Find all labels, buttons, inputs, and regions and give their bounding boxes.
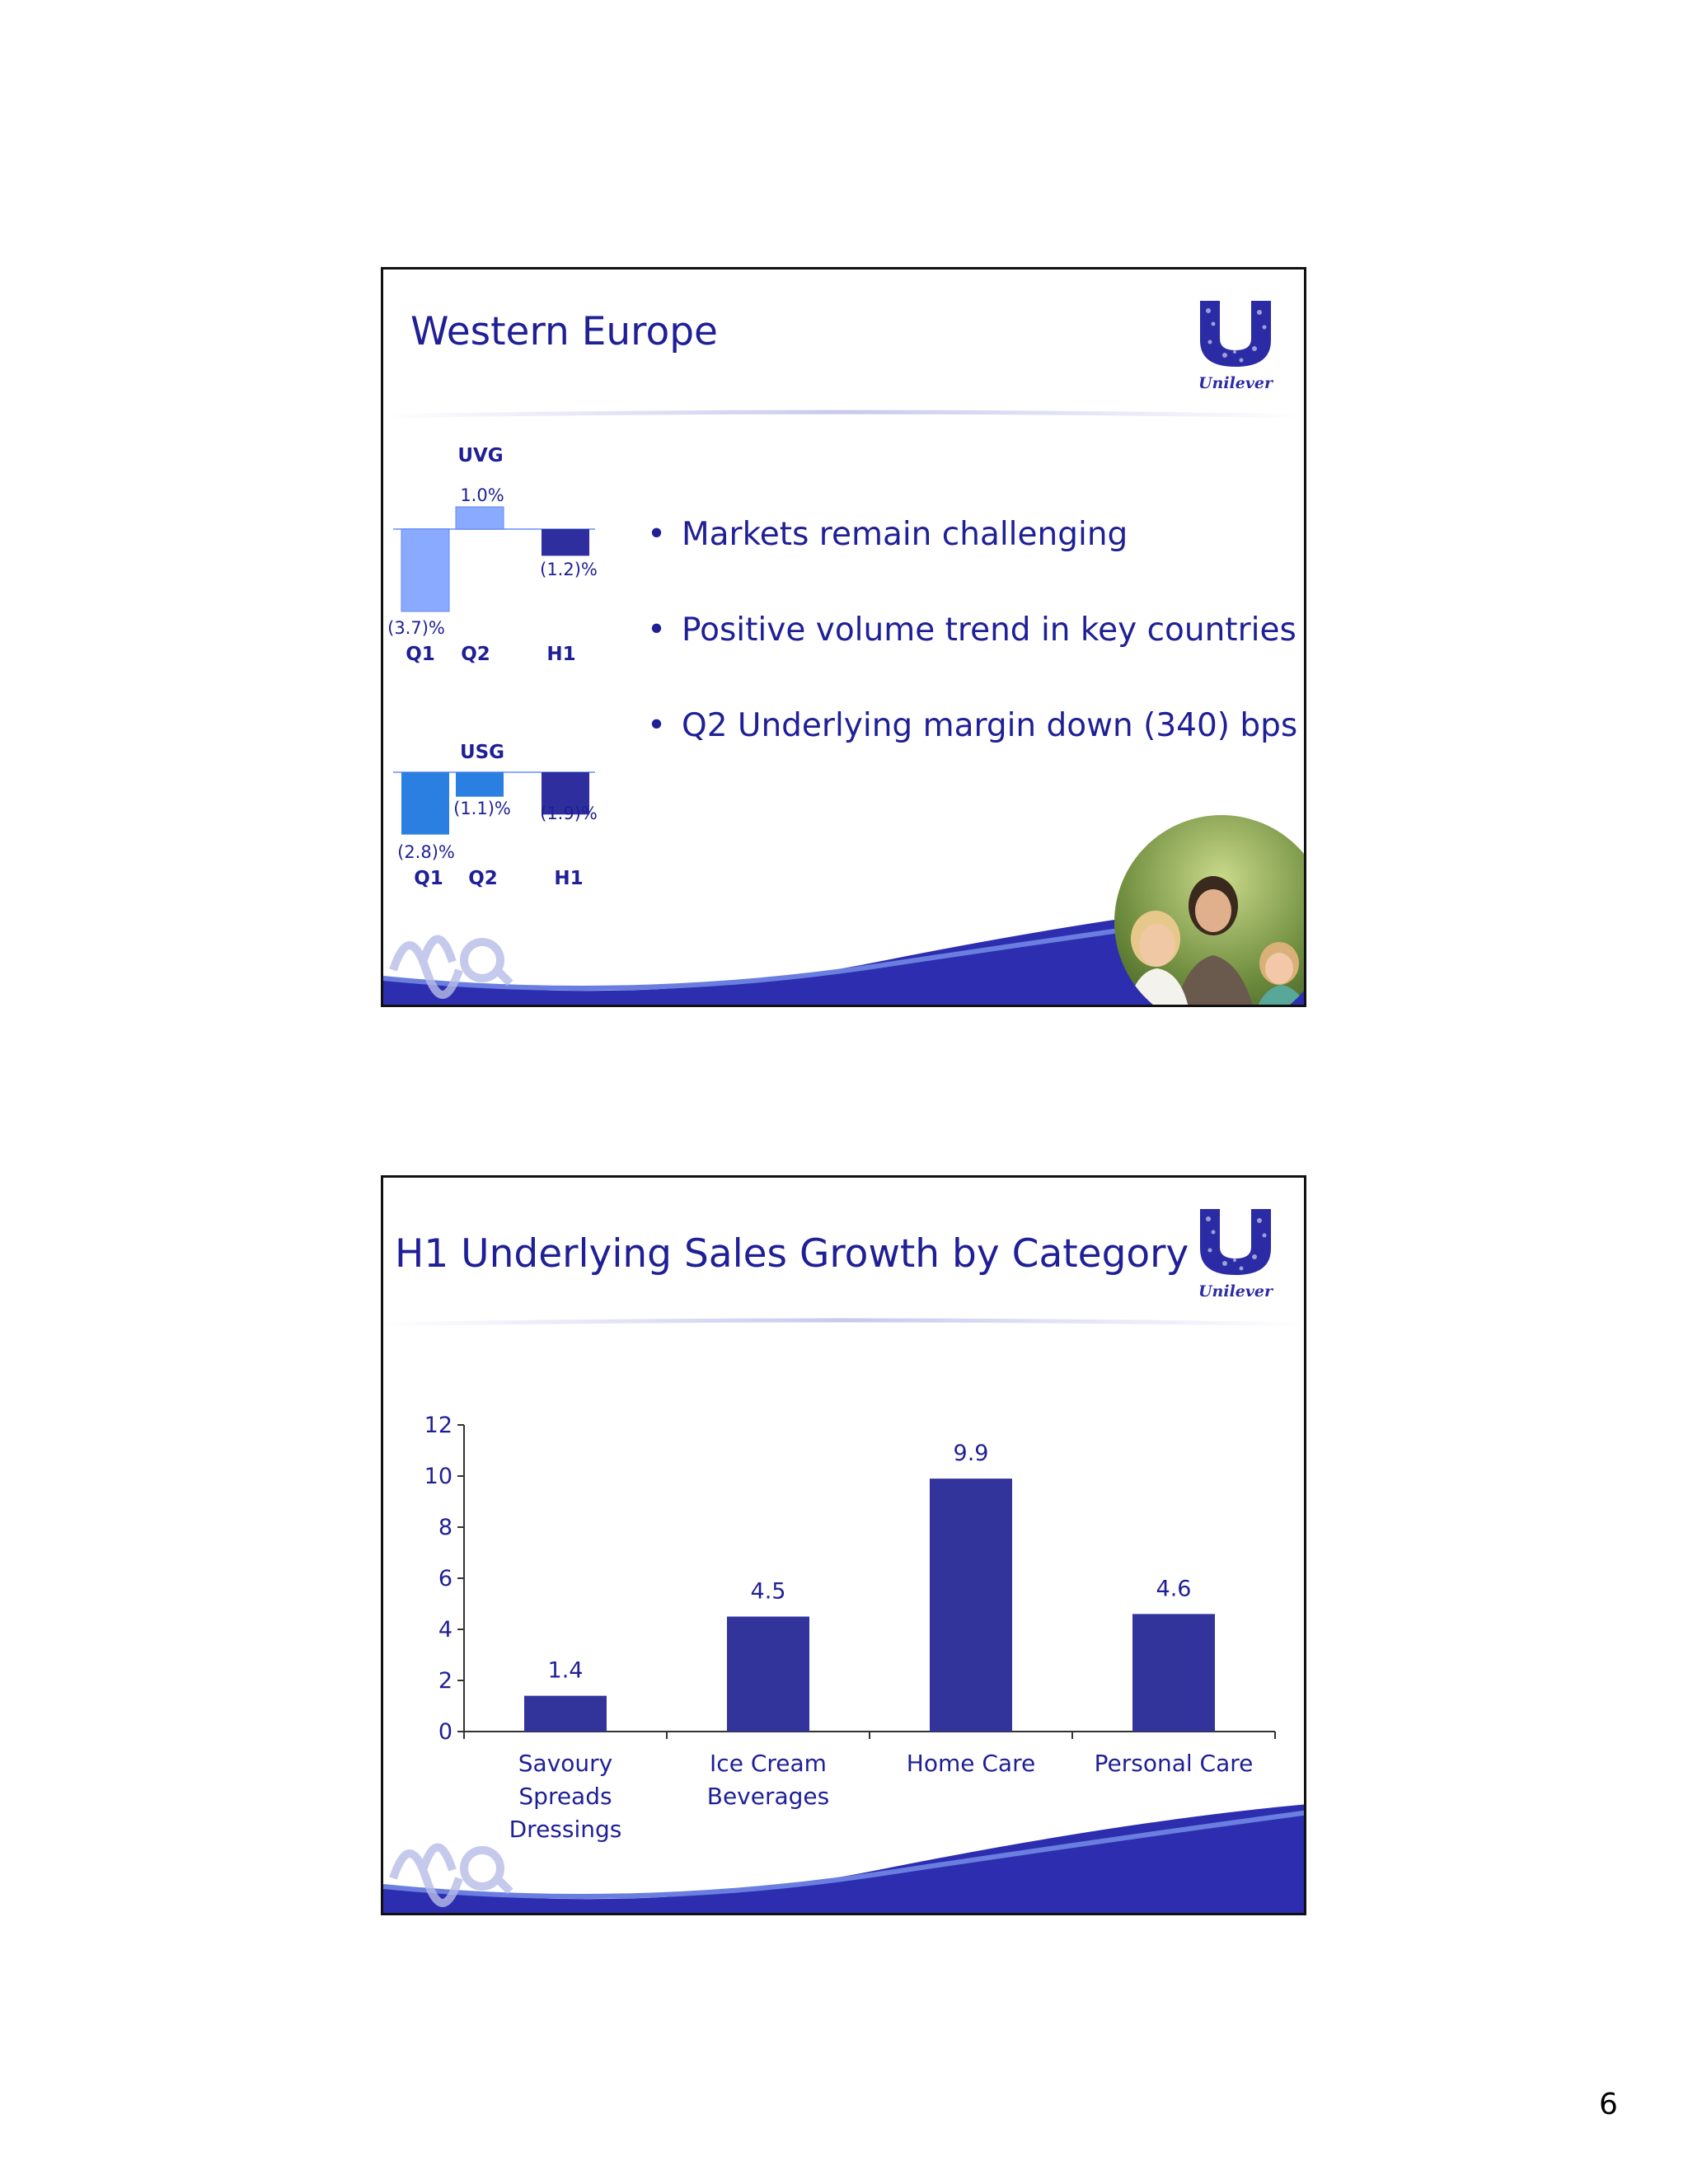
usg-bar-q1 (401, 772, 449, 835)
usg-bar-q2 (456, 772, 504, 797)
bullet-item: • Markets remain challenging (647, 516, 1128, 553)
uvg-bar-q1 (401, 529, 449, 612)
chart-bars (524, 1479, 1215, 1732)
uvg-cat-q1: Q1 (406, 644, 435, 665)
uvg-label-h1: (1.2)% (540, 560, 598, 579)
category-label: Dressings (509, 1816, 622, 1843)
y-tick-label: 4 (438, 1617, 452, 1643)
uvg-chart-title: UVG (457, 445, 504, 466)
usg-cat-q1: Q1 (414, 868, 443, 889)
data-label: 4.5 (750, 1578, 786, 1605)
data-label: 9.9 (953, 1441, 989, 1467)
usg-chart-title: USG (459, 742, 505, 763)
uvg-cat-h1: H1 (546, 644, 576, 665)
usg-chart (393, 742, 598, 889)
data-label: 4.6 (1156, 1576, 1192, 1602)
usg-cat-h1: H1 (554, 868, 584, 889)
usg-cat-q2: Q2 (468, 868, 498, 889)
slide-title: Western Europe (410, 309, 718, 354)
uvg-label-q1: (3.7)% (387, 618, 445, 638)
y-tick-label: 2 (438, 1668, 452, 1694)
category-label: Beverages (706, 1783, 830, 1810)
slide-category-growth (381, 1175, 1306, 1915)
category-label: Personal Care (1094, 1750, 1254, 1777)
logo-wordmark: Unilever (1198, 374, 1273, 392)
uvg-bar-h1 (542, 529, 589, 555)
y-tick-label: 0 (438, 1719, 452, 1745)
category-label: Home Care (906, 1750, 1036, 1777)
bullet-item: • Q2 Underlying margin down (340) bps (647, 707, 1298, 744)
data-label: 1.4 (547, 1657, 584, 1684)
usg-label-h1: (1.9)% (540, 804, 598, 823)
bar (930, 1479, 1012, 1732)
y-tick-label: 10 (424, 1464, 452, 1489)
uvg-bar-q2 (456, 507, 504, 529)
usg-label-q1: (2.8)% (397, 842, 455, 862)
uvg-label-q2: 1.0% (460, 485, 504, 505)
usg-label-q2: (1.1)% (453, 799, 511, 818)
bar (727, 1617, 809, 1732)
bar (1132, 1614, 1215, 1732)
slide-title: H1 Underlying Sales Growth by Category (395, 1231, 1189, 1277)
uvg-chart (387, 445, 598, 665)
logo-wordmark: Unilever (1198, 1282, 1273, 1301)
category-label: Spreads (518, 1783, 612, 1810)
page-number: 6 (1599, 2088, 1618, 2121)
bullet-item: • Positive volume trend in key countries (647, 612, 1296, 649)
uvg-cat-q2: Q2 (461, 644, 490, 665)
y-tick-label: 8 (438, 1515, 452, 1540)
category-label: Ice Cream (710, 1750, 827, 1777)
category-label: Savoury (518, 1750, 613, 1777)
y-tick-label: 6 (438, 1566, 452, 1591)
category-bar-chart (383, 1178, 1306, 1915)
slide-western-europe (381, 267, 1306, 1007)
bar (524, 1696, 607, 1732)
y-tick-label: 12 (424, 1413, 452, 1438)
bullet-list (647, 517, 1297, 804)
